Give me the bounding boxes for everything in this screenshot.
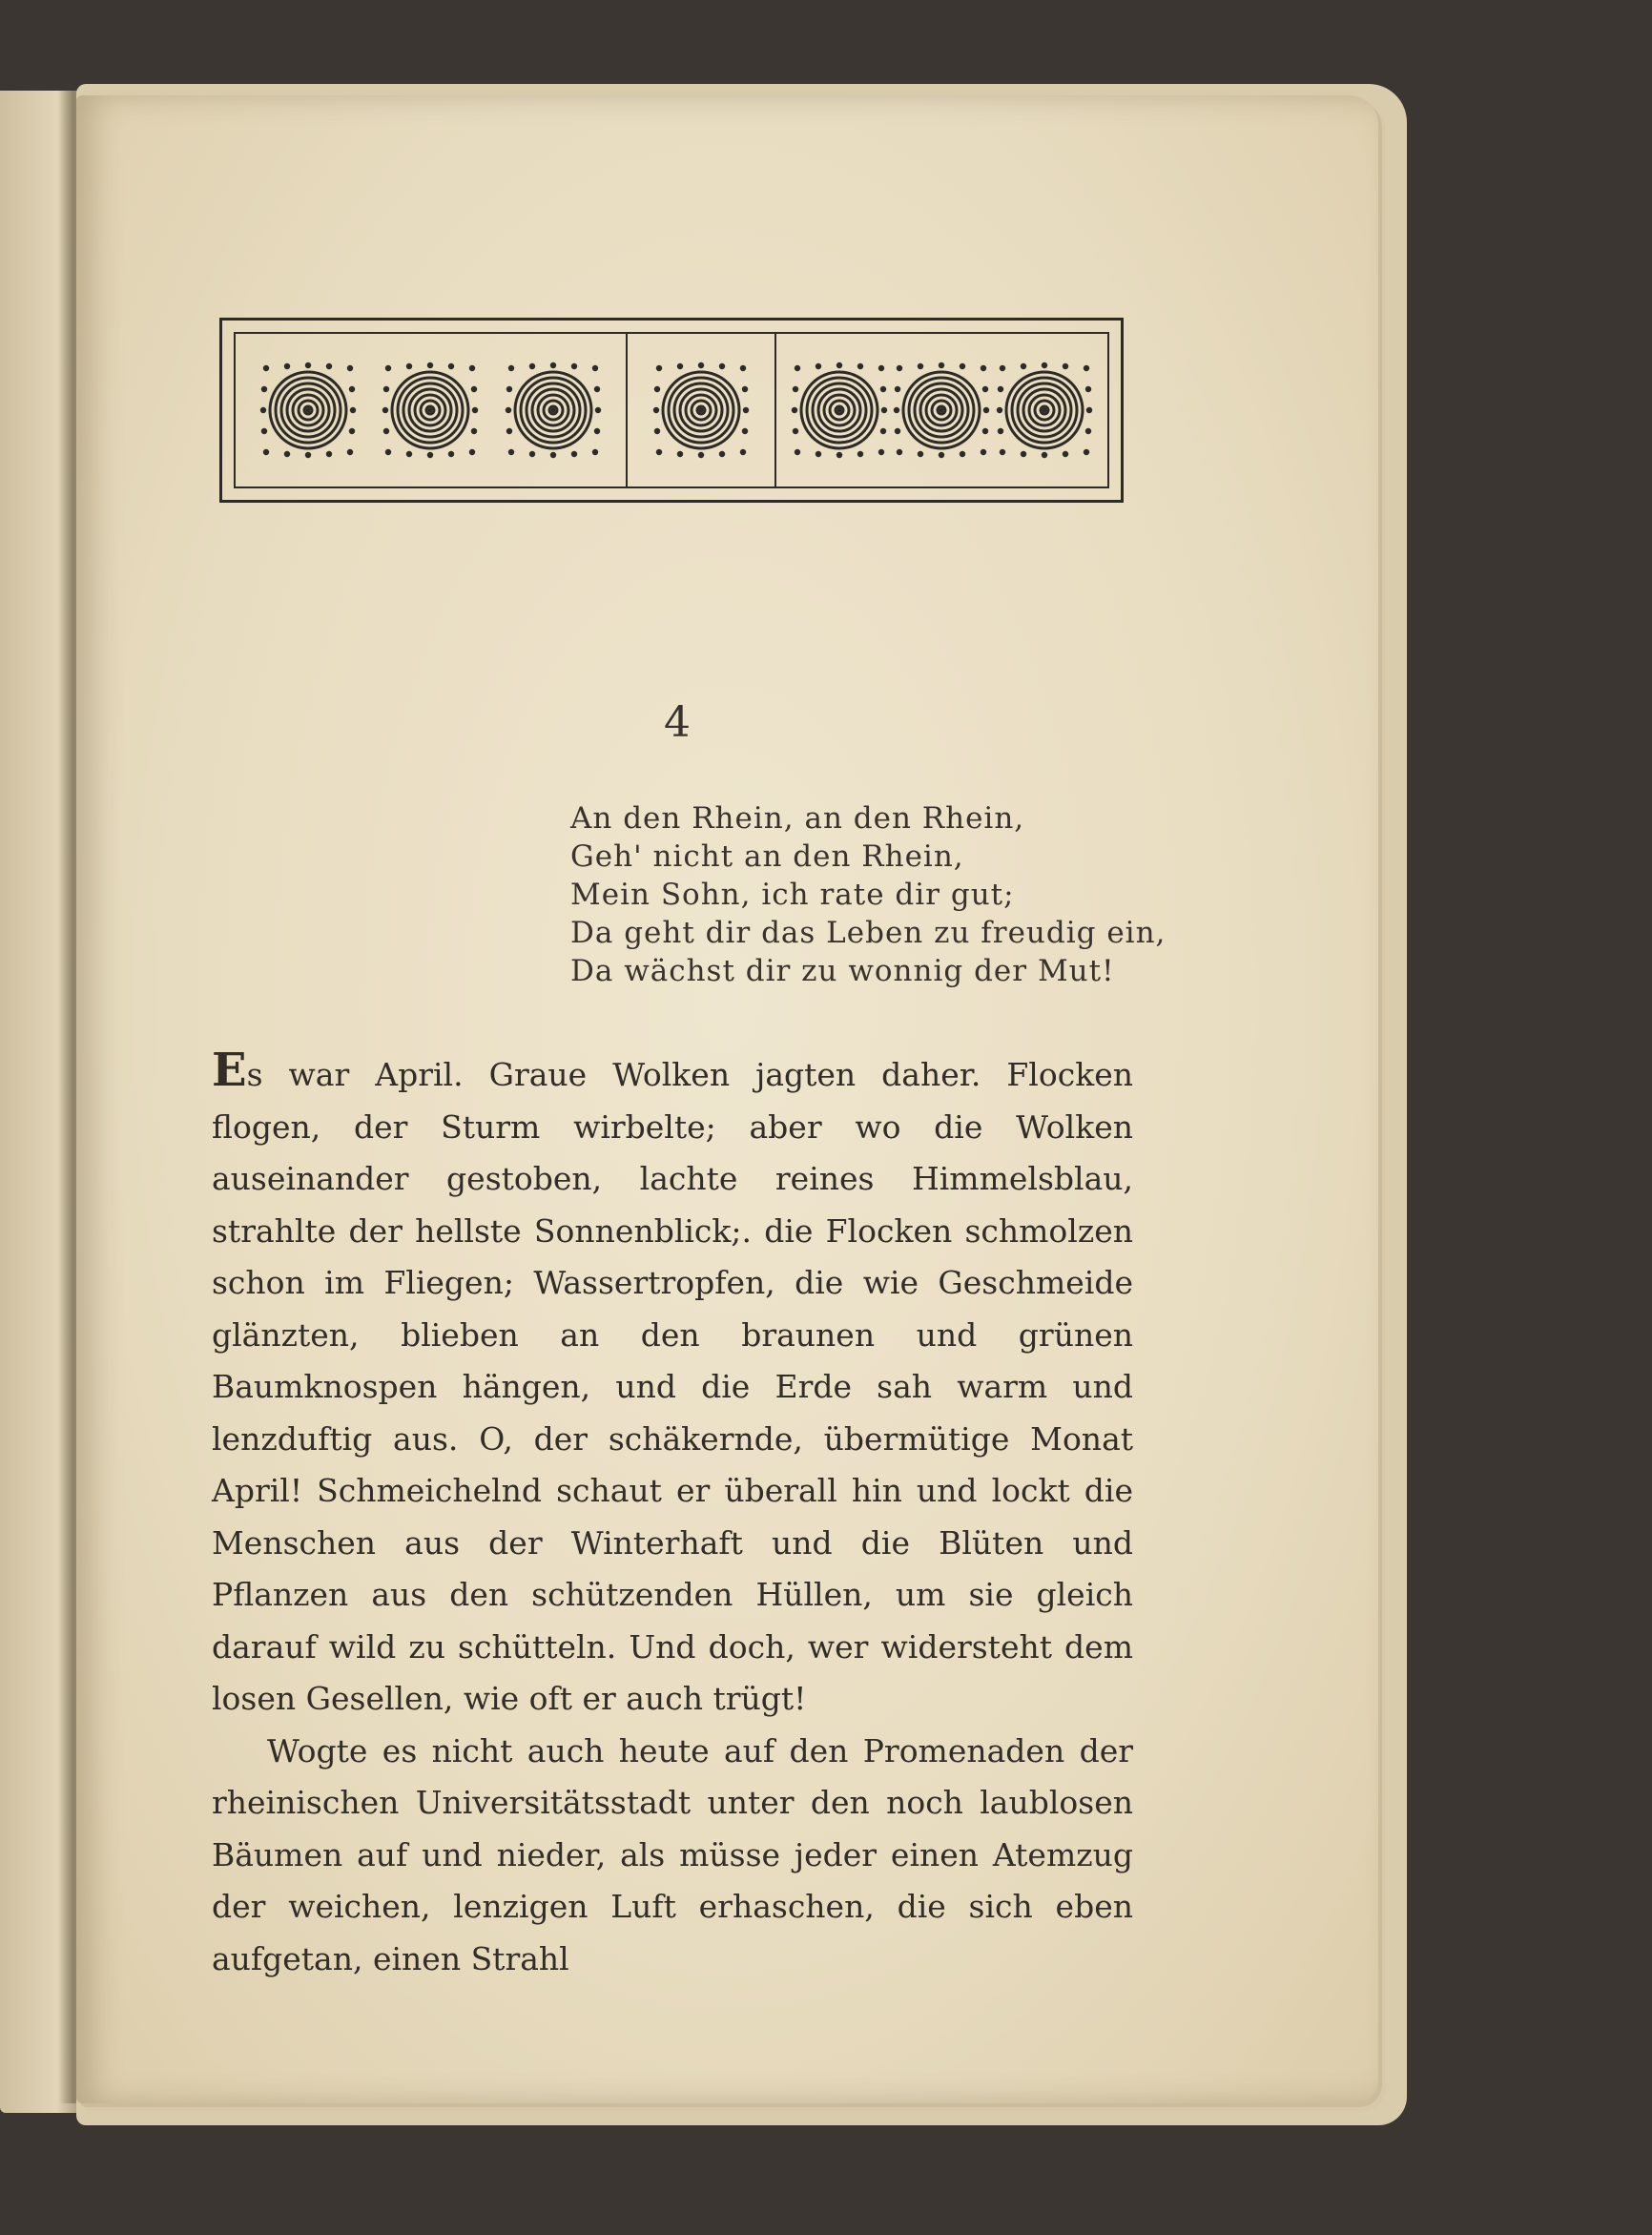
concentric-circle-ornament	[258, 361, 358, 460]
verse-line: Mein Sohn, ich rate dir gut;	[570, 878, 1015, 912]
concentric-circle-ornament	[790, 361, 889, 460]
verse-line: Geh' nicht an den Rhein,	[570, 839, 964, 874]
concentric-circle-ornament	[504, 361, 603, 460]
verse-line: An den Rhein, an den Rhein,	[570, 801, 1025, 836]
paragraph-text: s war April. Graue Wolken jagten daher. Flocken flogen, der Sturm wirbelte; aber wo die Wolken auseinander gestoben, lachte reines Himmelsblau, strahlte der hellste Sonnenblick;. die Flocken schmolzen schon im Fliegen; Wassertropfen, die wie Geschmeide glänzten, blieben an den braunen und grünen Baumknospen hängen, und die Erde sah warm und lenzduftig aus. O, der schäkernde, übermütige Monat April! Schmeichelnd schaut er überall hin und lockt die Menschen aus der Winterhaft und die Blüten und Pflanzen aus den schützenden Hüllen, um sie gleich darauf wild zu schütteln. Und doch, wer widersteht dem losen Gesellen, wie oft er auch trügt!	[212, 1056, 1133, 1717]
ornament-panel-left	[236, 334, 628, 486]
paragraph: Wogte es nicht auch heute auf den Promenaden der rheinischen Universitätsstadt unter den noch laublosen Bäumen auf und nieder, als müsse jeder einen Atemzug der weichen, lenzigen Luft erhaschen, die sich eben aufgetan, einen Strahl	[212, 1731, 1133, 1977]
ornament-panel-right	[776, 334, 1107, 486]
paragraph	[212, 1044, 1133, 1726]
chapter-number: 4	[664, 698, 691, 747]
concentric-circle-ornament	[995, 361, 1094, 460]
concentric-circle-ornament	[381, 361, 480, 460]
ornament-panel-middle	[628, 334, 776, 486]
initial-letter: E	[212, 1044, 247, 1097]
body-text	[212, 1044, 1133, 1985]
epigraph-verse	[570, 799, 1166, 990]
verse-line: Da wächst dir zu wonnig der Mut!	[570, 954, 1115, 988]
concentric-circle-ornament	[892, 361, 991, 460]
verse-line: Da geht dir das Leben zu freudig ein,	[570, 916, 1167, 950]
ornamental-header	[219, 318, 1124, 503]
concentric-circle-ornament	[651, 361, 751, 460]
